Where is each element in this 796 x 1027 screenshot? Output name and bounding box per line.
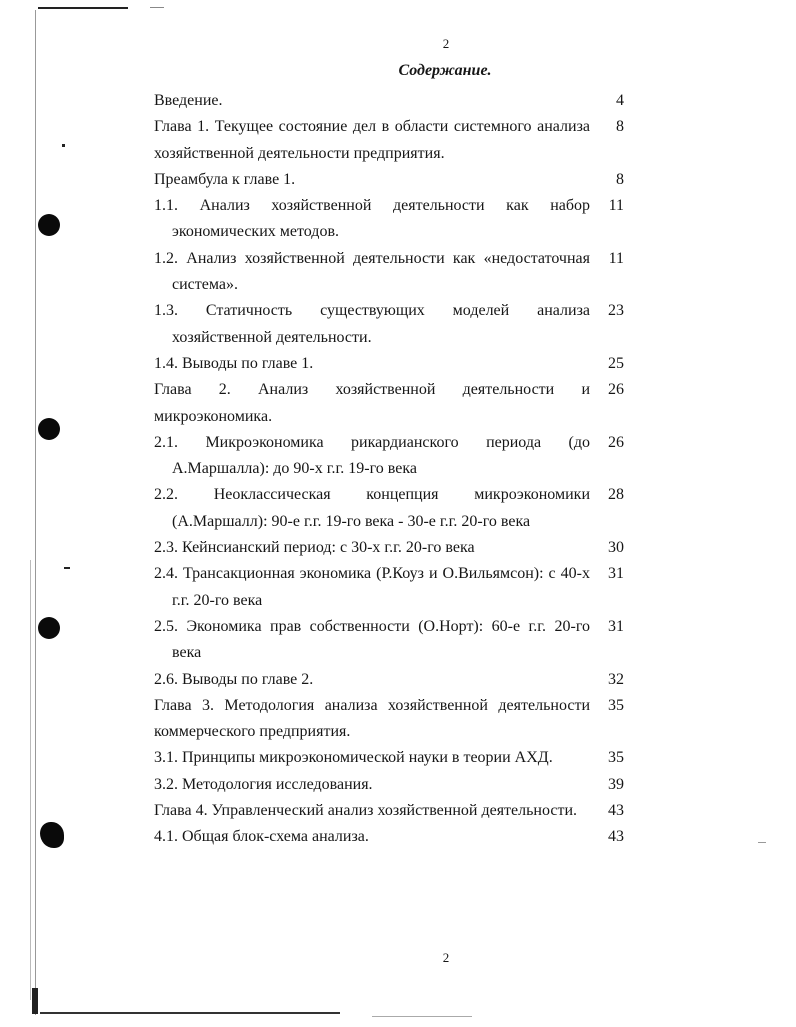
toc-entry-title: 4.1. Общая блок-схема анализа. [154,828,369,846]
toc-entry-title: Введение. [154,92,223,109]
toc-entry-page: 4 [616,92,624,109]
scan-bottom-rule-faint [372,1016,472,1017]
toc-entry [154,88,624,114]
scan-top-rule [38,7,128,9]
toc-entry-title: 2.3. Кейнсианский период: с 30-х г.г. 20-го века [154,539,475,557]
toc-entry-title: 2.6. Выводы по главе 2. [154,670,314,688]
toc-entry [154,193,624,246]
toc-entry-page: 32 [608,670,624,688]
toc-entry-page: 11 [608,249,624,267]
toc-entry-page: 35 [608,696,624,714]
toc-entry [154,167,624,193]
scan-left-edge-faint [30,560,31,1000]
toc-entry [154,693,624,746]
toc-entry-title: Глава 4. Управленческий анализ хозяйственной деятельности. [154,802,578,820]
toc-entry-title: Глава 1. Текущее состояние дел в области системного анализа хозяйственной деятельности предприятия. [154,118,590,162]
toc-entry-page: 43 [608,802,624,820]
toc-entry-page: 30 [608,539,624,557]
toc-entry-title: 2.2. Неоклассическая концепция микроэкономики (А.Маршалл): 90-е г.г. 19-го века - 30-е г.г. 20-го века [154,486,590,530]
punch-hole [40,822,64,848]
toc-entry-title: 3.1. Принципы микроэкономической науки в теории АХД. [154,749,553,767]
toc-entry-page: 23 [608,302,624,320]
toc-entry [154,614,624,667]
toc-entry-page: 43 [608,828,624,846]
scan-speck [758,842,766,843]
toc-entry-title: 1.4. Выводы по главе 1. [154,354,314,372]
toc-heading: Содержание. [398,62,492,79]
scan-left-edge [35,10,36,1015]
scan-speck [62,144,65,147]
toc-entry [154,772,624,798]
toc-entry [154,114,624,167]
scan-top-mark [150,7,164,8]
toc-entry-page: 31 [608,565,624,583]
toc-entry [154,824,624,850]
toc-entry-page: 8 [616,118,624,136]
toc-entry-page: 39 [608,775,624,793]
toc-entry-title: Преамбула к главе 1. [154,170,296,188]
scan-corner-mark [32,988,38,1014]
toc-entry-page: 26 [608,381,624,399]
toc-entry-title: 1.1. Анализ хозяйственной деятельности как набор экономических методов. [154,197,590,241]
toc-entry-page: 25 [608,354,624,372]
toc-entry [154,351,624,377]
toc-entry-title: Глава 3. Методология анализа хозяйственной деятельности коммерческого предприятия. [154,696,590,741]
punch-hole [38,617,60,639]
toc-entry-title: 2.1. Микроэкономика рикардианского периода (до А.Маршалла): до 90-х г.г. 19-го века [154,433,590,478]
toc-entry-title: 2.5. Экономика прав собственности (О.Норт): 60-е г.г. 20-го века [154,617,590,662]
toc-entry [154,535,624,561]
toc-entry [154,667,624,693]
scan-bottom-rule [40,1012,340,1014]
toc-entry-page: 31 [608,617,624,635]
toc-entry-title: 2.4. Трансакционная экономика (Р.Коуз и О.Вильямсон): с 40-х г.г. 20-го века [154,565,590,609]
scan-speck [64,567,70,569]
toc-entry-page: 8 [616,170,624,188]
toc-entry [154,298,624,351]
toc-entry [154,745,624,771]
toc-entry-title: 1.2. Анализ хозяйственной деятельности как «недостаточная система». [154,249,590,294]
toc-entry-page: 11 [608,197,624,215]
toc-entry-page: 35 [608,749,624,767]
toc-entry-page: 28 [608,486,624,504]
toc-entry [154,246,624,299]
punch-hole [38,418,60,440]
toc-entry [154,798,624,824]
toc-entry-title: 3.2. Методология исследования. [154,775,373,793]
toc-entry [154,430,624,483]
toc-entry [154,561,624,614]
toc-entry-title: Глава 2. Анализ хозяйственной деятельности и микроэкономика. [154,381,590,425]
page-number-bottom: 2 [442,950,450,965]
toc-entry-page: 26 [608,433,624,451]
table-of-contents [154,88,624,851]
toc-entry [154,482,624,535]
toc-entry [154,377,624,430]
page-number-top: 2 [442,36,450,51]
toc-entry-title: 1.3. Статичность существующих моделей анализа хозяйственной деятельности. [154,302,590,346]
punch-hole [38,214,60,236]
